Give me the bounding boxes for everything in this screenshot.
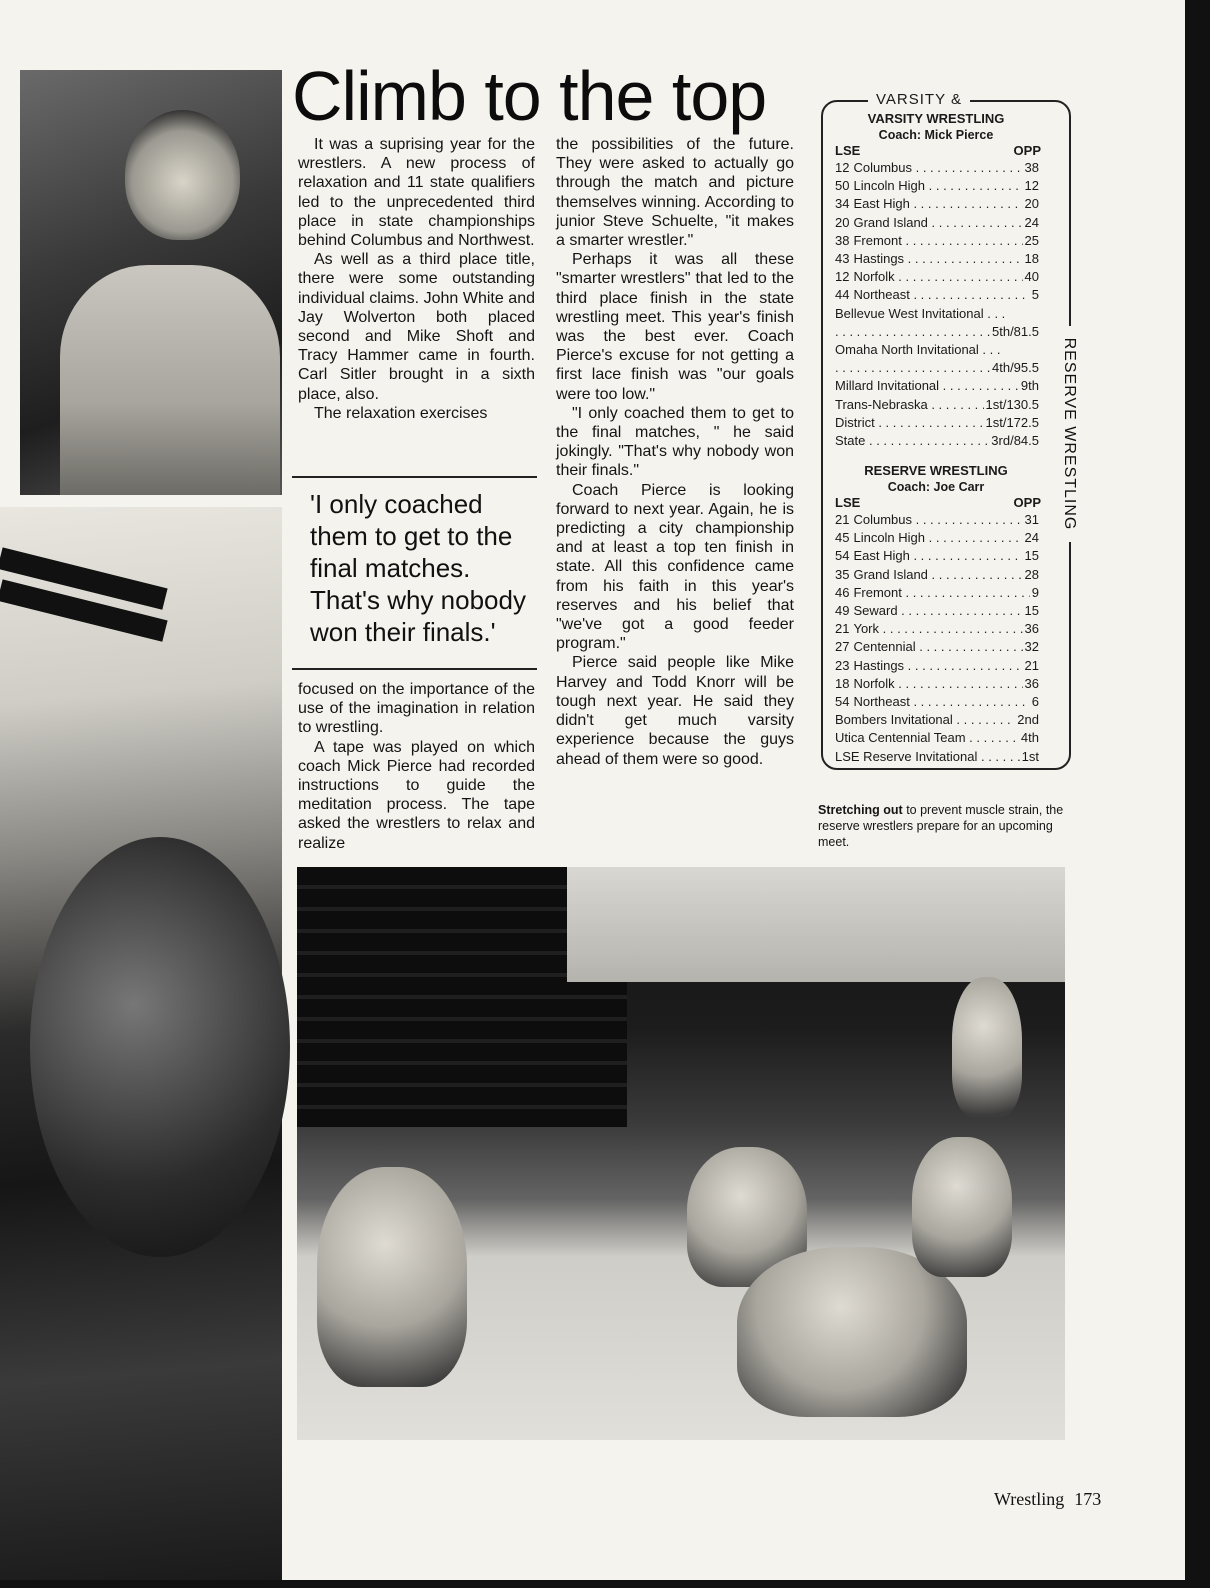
- paragraph: "I only coached them to get to the final matches, " he said jokingly. "That's why nobody won their finals.": [556, 404, 794, 480]
- score-row: [823, 675, 1049, 693]
- score-opp: 28: [1024, 566, 1039, 582]
- lse-header: LSE: [835, 495, 861, 510]
- pull-quote: 'I only coached them to get to the final matches. That's why nobody won their finals.': [292, 476, 537, 670]
- score-lse: 49: [835, 603, 850, 619]
- score-row: [823, 511, 1049, 529]
- score-opp: 36: [1024, 621, 1039, 637]
- photo-wrestler-left: [317, 1167, 467, 1387]
- varsity-column-headers: [823, 143, 1049, 159]
- score-opp: 38: [1024, 160, 1039, 175]
- tournament-row: [823, 377, 1049, 395]
- score-opp: 40: [1024, 269, 1039, 285]
- score-lse: 18: [835, 675, 850, 691]
- tournament-row: [823, 748, 1049, 766]
- paragraph: It was a suprising year for the wrestlers. A new process of relaxation and 11 state qualifiers led to the unprecedented third place in state championships behind Columbus and Northwest.: [298, 136, 535, 250]
- photo-caption: [818, 802, 1068, 850]
- paragraph: A tape was played on which coach Mick Pierce had recorded instructions to guide the meditation process. The tape asked the wrestlers to relax and realize: [298, 738, 535, 852]
- score-opp: 36: [1024, 675, 1039, 691]
- score-opponent: Hastings . . .: [853, 657, 1022, 675]
- score-opp: 20: [1024, 196, 1039, 212]
- tournament-result: 9th: [1020, 378, 1039, 394]
- tournament-name: Bombers Invitational . . .: [835, 711, 1015, 729]
- tournament-result: 4th: [1020, 730, 1039, 746]
- score-lse: 21: [835, 512, 850, 527]
- score-opponent: Norfolk . . .: [853, 675, 1022, 693]
- reserve-coach: Coach: Joe Carr: [887, 480, 985, 494]
- tournament-row: [823, 432, 1049, 450]
- score-lse: 43: [835, 251, 850, 267]
- article-column-1-continued: [298, 680, 535, 853]
- photo-gym-wall: [567, 867, 1065, 982]
- score-lse: 21: [835, 621, 850, 637]
- score-opponent: Seward . . .: [853, 602, 1022, 620]
- score-row: [823, 250, 1049, 268]
- score-opponent: Lincoln High . . .: [853, 177, 1022, 195]
- score-row: [823, 620, 1049, 638]
- paragraph: the possibilities of the future. They were asked to actually go through the match and picture themselves winning. According to junior Steve Schuelte, "it makes a smarter wrestler.": [556, 136, 794, 250]
- score-opponent: Fremont . . .: [853, 584, 1029, 602]
- score-row: [823, 529, 1049, 547]
- opp-header: OPP: [1013, 143, 1041, 158]
- article-column-2: [556, 135, 794, 769]
- score-opponent: Lincoln High . . .: [853, 529, 1022, 547]
- tournament-row: [823, 729, 1049, 747]
- photo-wrestler-closeup: [0, 507, 282, 1580]
- tournament-name: Omaha North Invitational . . .: [835, 342, 1001, 358]
- score-opponent: Columbus . . .: [853, 159, 1022, 177]
- tournament-row: [823, 305, 1049, 323]
- photo-wrestlers-stretching: [297, 867, 1065, 1440]
- score-lse: 23: [835, 657, 850, 673]
- score-lse: 45: [835, 530, 850, 546]
- paragraph: Coach Pierce is looking forward to next year. Again, he is predicting a city championship and at least a top ten finish in state. All this confidence came from his faith in this year's reserves and his belief that "we've got a good feeder program.": [556, 481, 794, 653]
- score-lse: 27: [835, 639, 850, 655]
- tournament-name: District . . .: [835, 414, 984, 432]
- score-lse: 12: [835, 160, 850, 175]
- score-opp: 18: [1024, 251, 1039, 267]
- tournament-row: [823, 359, 1049, 377]
- score-opp: 24: [1024, 530, 1039, 546]
- score-opp: 32: [1024, 639, 1039, 655]
- score-opponent: Grand Island . . .: [853, 214, 1022, 232]
- score-opp: 5: [1031, 287, 1039, 303]
- score-row: [823, 638, 1049, 656]
- score-row: [823, 232, 1049, 250]
- page-number: 173: [1074, 1489, 1102, 1509]
- score-row: [823, 584, 1049, 602]
- tournament-name: Utica Centennial Team . . .: [835, 729, 1019, 747]
- caption-text: to prevent muscle strain, the reserve wrestlers prepare for an upcoming meet.: [818, 803, 1064, 849]
- tournament-result: 1st: [1021, 748, 1039, 764]
- caption-lead: Stretching out: [818, 803, 903, 817]
- photo-wrestler-portrait: [20, 70, 282, 495]
- score-row: [823, 195, 1049, 213]
- varsity-coach: Coach: Mick Pierce: [878, 128, 994, 142]
- score-row: [823, 177, 1049, 195]
- score-row: [823, 602, 1049, 620]
- tournament-result: 2nd: [1017, 712, 1039, 728]
- score-row: [823, 657, 1049, 675]
- score-lse: 54: [835, 694, 850, 710]
- tournament-name: Millard Invitational . . .: [835, 377, 1019, 395]
- article-headline: Climb to the top: [292, 57, 767, 135]
- score-opponent: East High . . .: [853, 195, 1022, 213]
- score-lse: 20: [835, 214, 850, 230]
- tournament-row: [823, 414, 1049, 432]
- score-opponent: Northeast . . .: [853, 693, 1029, 711]
- paragraph: Perhaps it was all these "smarter wrestlers" that led to the third place finish in the state wrestling meet. This year's finish was the best ever. Coach Pierce's excuse for not getting a first lace finish was "our goals were too low.": [556, 251, 794, 403]
- score-row: [823, 566, 1049, 584]
- varsity-heading: VARSITY WRESTLING: [867, 111, 1005, 126]
- tournament-result: 3rd/84.5: [991, 433, 1039, 449]
- paragraph: The relaxation exercises: [314, 404, 488, 422]
- opp-header: OPP: [1013, 495, 1041, 510]
- tournament-result: 1st/130.5: [985, 396, 1039, 412]
- score-opponent: Fremont . . .: [853, 232, 1022, 250]
- photo-figure: [30, 837, 290, 1257]
- photo-wrestler-right: [912, 1137, 1012, 1277]
- score-opp: 15: [1024, 548, 1039, 564]
- tournament-row: [823, 711, 1049, 729]
- tournament-name: State . . .: [835, 432, 989, 450]
- reserve-column-headers: [823, 495, 1049, 511]
- tournament-result: 5th/81.5: [992, 323, 1039, 339]
- score-opp: 15: [1024, 603, 1039, 619]
- scoreboard-box: [821, 91, 1071, 770]
- varsity-meet-list: [823, 159, 1049, 305]
- tournament-result: 1st/172.5: [985, 414, 1039, 430]
- score-row: [823, 159, 1049, 177]
- photo-subject-head: [125, 110, 240, 240]
- score-row: [823, 268, 1049, 286]
- score-opp: 24: [1024, 214, 1039, 230]
- scoreboard-title: VARSITY &: [868, 91, 970, 108]
- score-lse: 35: [835, 566, 850, 582]
- paragraph: Pierce said people like Mike Harvey and Todd Knorr will be tough next year. He said they didn't get much varsity experience because the guys ahead of them were so good.: [556, 654, 794, 768]
- tournament-name: Trans-Nebraska . . .: [835, 396, 984, 414]
- score-opp: 9: [1031, 584, 1039, 600]
- tournament-name: LSE Reserve Invitational . . .: [835, 748, 1020, 766]
- score-opp: 31: [1024, 512, 1039, 527]
- photo-standing-figure: [952, 977, 1022, 1117]
- score-opponent: Grand Island . . .: [853, 566, 1022, 584]
- paragraph: As well as a third place title, there were some outstanding individual claims. John White and Jay Wolverton both placed second and Mike Shoft and Tracy Hammer came in fourth. Carl Sitler brought in a sixth place, also.: [298, 251, 535, 403]
- score-lse: 12: [835, 269, 850, 285]
- tournament-name: [835, 359, 990, 377]
- score-opponent: Centennial . . .: [853, 638, 1022, 656]
- score-opponent: Columbus . . .: [853, 511, 1022, 529]
- score-opponent: York . . .: [853, 620, 1022, 638]
- lse-header: LSE: [835, 143, 861, 158]
- score-opponent: East High . . .: [853, 547, 1022, 565]
- score-opp: 12: [1024, 178, 1039, 194]
- varsity-tournament-list: [823, 305, 1049, 451]
- tournament-row: [823, 396, 1049, 414]
- score-row: [823, 214, 1049, 232]
- reserve-section: [823, 462, 1049, 766]
- article-column-1: [298, 135, 535, 423]
- paragraph: focused on the importance of the use of the imagination in relation to wrestling.: [298, 681, 535, 737]
- score-row: [823, 693, 1049, 711]
- varsity-section: [823, 110, 1049, 450]
- reserve-meet-list: [823, 511, 1049, 711]
- tournament-result: 4th/95.5: [992, 360, 1039, 376]
- score-opponent: Hastings . . .: [853, 250, 1022, 268]
- score-opp: 21: [1024, 657, 1039, 673]
- score-row: [823, 286, 1049, 304]
- score-lse: 54: [835, 548, 850, 564]
- score-lse: 46: [835, 584, 850, 600]
- footer-section: Wrestling: [994, 1489, 1065, 1509]
- page-footer: [994, 1489, 1101, 1510]
- score-opp: 25: [1024, 232, 1039, 248]
- score-lse: 50: [835, 178, 850, 194]
- side-label: [1059, 326, 1079, 542]
- reserve-heading: RESERVE WRESTLING: [864, 463, 1008, 478]
- tournament-name: Bellevue West Invitational . . .: [835, 305, 1006, 321]
- reserve-tournament-list: [823, 711, 1049, 766]
- tournament-row: [823, 341, 1049, 359]
- score-lse: 34: [835, 196, 850, 212]
- tournament-row: [823, 323, 1049, 341]
- score-opponent: Northeast . . .: [853, 286, 1029, 304]
- tournament-name: [835, 323, 990, 341]
- score-lse: 38: [835, 232, 850, 248]
- score-opponent: Norfolk . . .: [853, 268, 1022, 286]
- score-row: [823, 547, 1049, 565]
- photo-subject-shirt: [60, 265, 280, 495]
- score-lse: 44: [835, 287, 850, 303]
- side-label-text: RESERVE WRESTLING: [1061, 337, 1078, 531]
- score-opp: 6: [1031, 694, 1039, 710]
